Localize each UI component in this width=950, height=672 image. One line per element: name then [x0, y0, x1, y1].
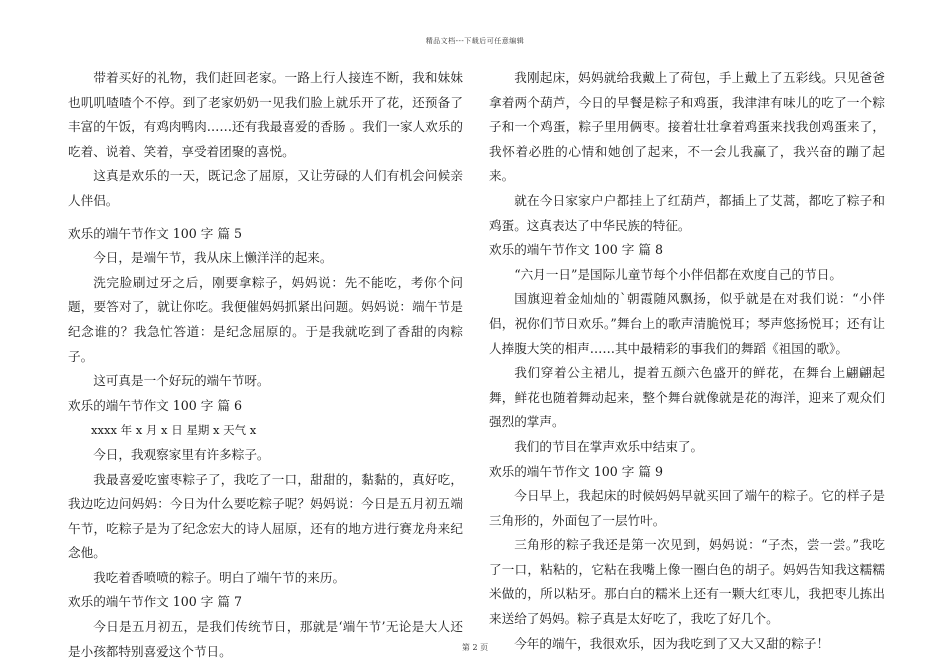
paragraph: 我刚起床，妈妈就给我戴上了荷包，手上戴上了五彩线。只见爸爸拿着两个葫芦，今日的早餐是粽子和鸡蛋，我津津有味儿的吃了一个粽子和一个鸡蛋，粽子里用俩枣。接着壮壮拿着鸡蛋来找我创鸡蛋来了，我怀着必胜的心情和她创了起来，不一会儿我赢了，我兴奋的蹦了起来。 [489, 70, 885, 184]
paragraph: 三角形的粽子我还是第一次见到，妈妈说：“子杰，尝一尝。”我吃了一口，粘粘的，它粘在我嘴上像一圈白色的胡子。妈妈告知我这糯糯米做的，所以粘牙。那白白的糯米上还有一颗大红枣儿，我把枣儿拣出来送给了妈妈。粽子真是太好吃了，我吃了好几个。 [489, 537, 885, 627]
paragraph: 洗完脸刷过牙之后，刚要拿粽子，妈妈说：先不能吃，考你个问题，要答对了，就让你吃。我便催妈妈抓紧出问题。妈妈说：端午节是纪念谁的？我急忙答道：是纪念屈原的。于是我就吃到了香甜的肉粽子。 [68, 274, 463, 364]
paragraph: 我们穿着公主裙儿，提着五颜六色盛开的鲜花，在舞台上翩翩起舞，鲜花也随着舞动起来，整个舞台就像就是花的海洋，迎来了观众们强烈的掌声。 [489, 365, 885, 430]
section-heading: 欢乐的端午节作文 100 字 篇 6 [68, 397, 243, 413]
paragraph: 这可真是一个好玩的端午节呀。 [93, 373, 270, 389]
right-column [489, 66, 885, 656]
paragraph: 就在今日家家户户都挂上了红葫芦，都插上了艾蒿，都吃了粽子和鸡蛋。这真表达了中华民族的特征。 [489, 192, 885, 233]
paragraph: 国旗迎着金灿灿的`朝霞随风飘扬，似乎就是在对我们说：“小伴侣，祝你们节日欢乐。”舞台上的歌声清脆悦耳；琴声悠扬悦耳；还有让人捧腹大笑的相声……其中最精彩的事我们的舞蹈《祖国的歌》。 [489, 291, 885, 356]
paragraph: 这真是欢乐的一天，既记念了屈原，又让劳碌的人们有机会问候亲人伴侣。 [68, 168, 463, 208]
paragraph: 我们的节目在掌声欢乐中结束了。 [514, 438, 704, 454]
section-heading: 欢乐的端午节作文 100 字 篇 9 [489, 463, 664, 479]
paragraph: “六月一日”是国际儿童节每个小伴侣都在欢度自己的节日。 [514, 266, 842, 282]
section-heading: 欢乐的端午节作文 100 字 篇 5 [68, 225, 243, 241]
paragraph: 今日早上，我起床的时候妈妈早就买回了端午的粽子。它的样子是三角形的，外面包了一层竹叶。 [489, 488, 885, 528]
paragraph: 今日是五月初五，是我们传统节日，那就是‘端午节’无论是大人还是小孩都特别喜爱这个节日。 [68, 619, 463, 659]
paragraph: xxxx 年 x 月 x 日 星期 x 天气 x [91, 423, 257, 438]
paragraph: 今日，是端午节，我从床上懒洋洋的起来。 [93, 250, 333, 266]
paragraph: 今日，我观察家里有许多粽子。 [93, 446, 270, 462]
paragraph: 我最喜爱吃蜜枣粽子了，我吃了一口，甜甜的，黏黏的，真好吃，我边吃边问妈妈：今日为什么要吃粽子呢？妈妈说：今日是五月初五端午节，吃粽子是为了纪念宏大的诗人屈原，还有的地方进行赛龙舟来纪念他。 [68, 471, 463, 561]
paragraph: 我吃着香喷喷的粽子。明白了端午节的来历。 [93, 569, 346, 585]
page-header: 精品文档---下载后可任意编辑 [425, 37, 525, 45]
left-column [68, 66, 463, 664]
section-heading: 欢乐的端午节作文 100 字 篇 7 [68, 594, 243, 610]
paragraph: 今年的端午，我很欢乐，因为我吃到了又大又甜的粽子！ [514, 635, 830, 651]
paragraph: 带着买好的礼物，我们赶回老家。一路上行人接连不断，我和妹妹也叽叽喳喳个不停。到了老家奶奶一见我们脸上就乐开了花，还预备了丰富的午饭，有鸡肉鸭肉……还有我最喜爱的香肠 。我们一家人欢乐的吃着、说着、笑着，享受着团聚的喜悦。 [68, 70, 463, 159]
page-number: 第 2 页 [461, 643, 489, 652]
section-heading: 欢乐的端午节作文 100 字 篇 8 [489, 242, 664, 258]
